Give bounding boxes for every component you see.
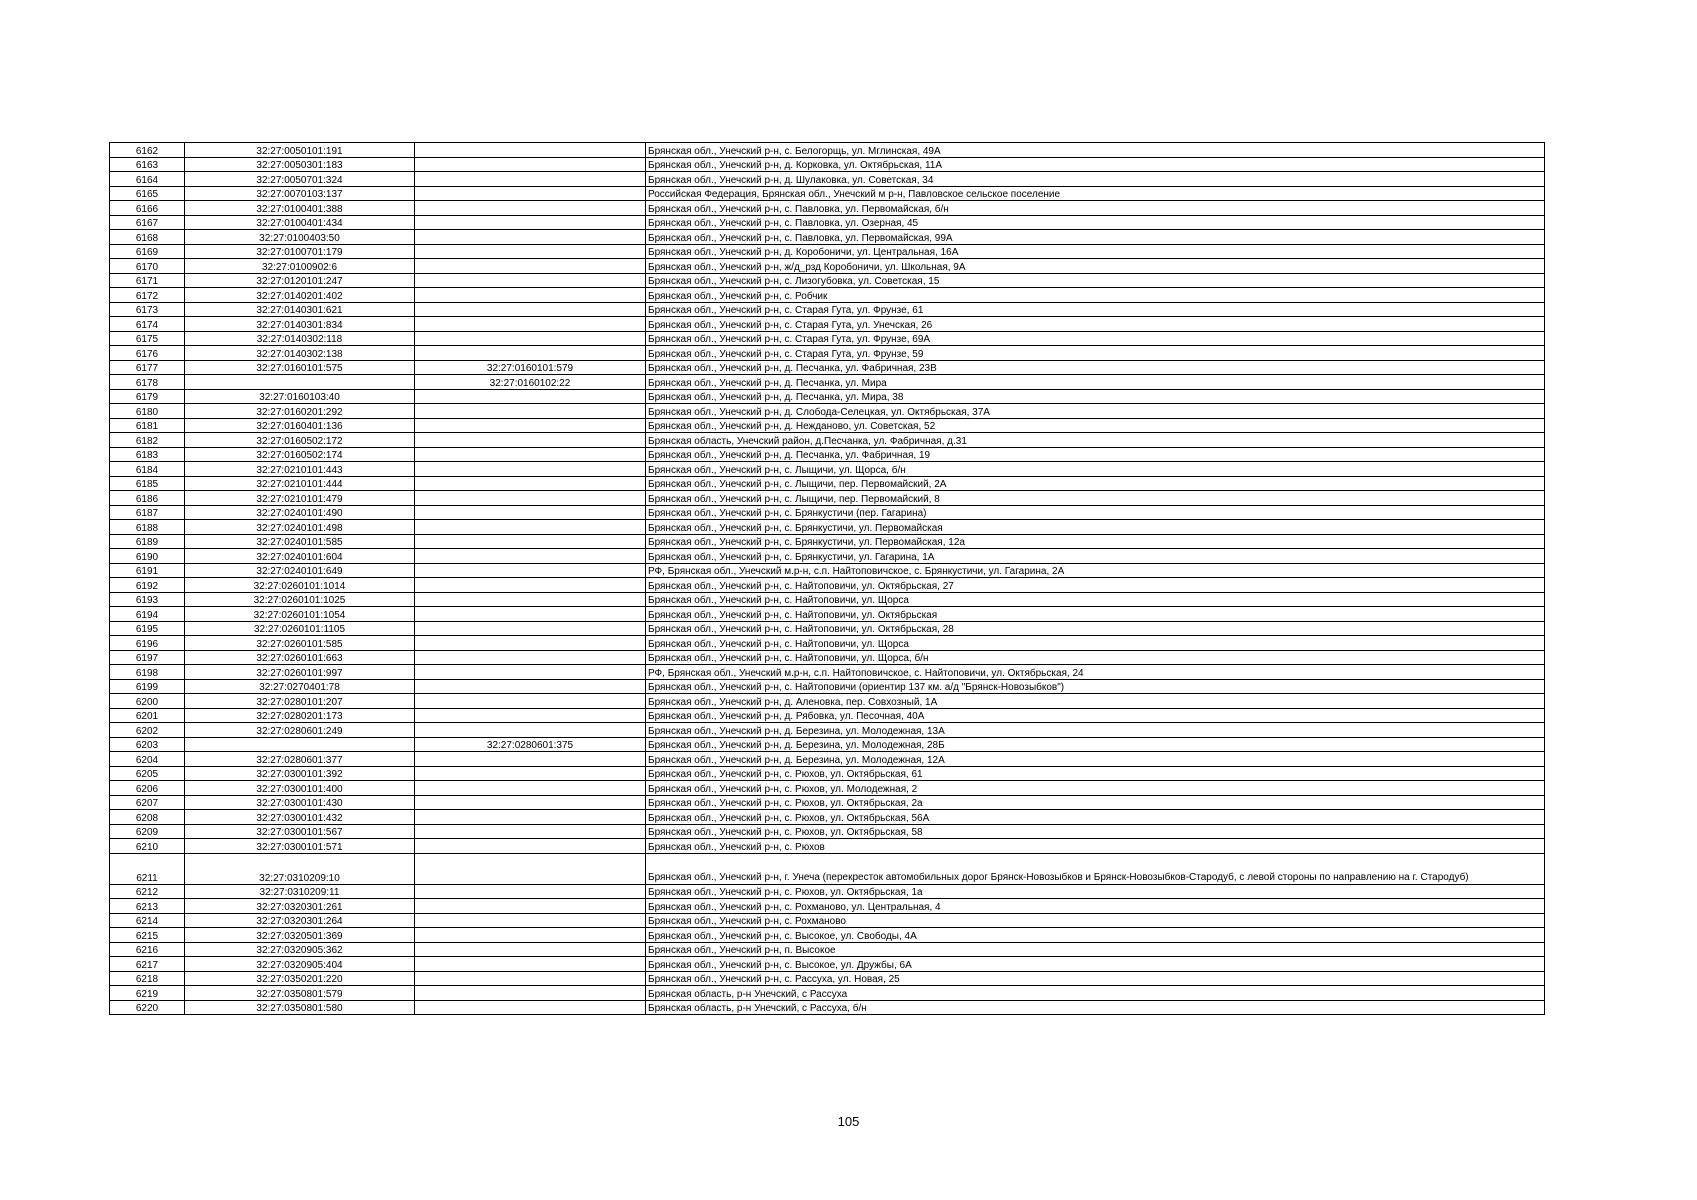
address-cell: Брянская область, р-н Унечский, с Рассуха bbox=[646, 986, 1545, 1001]
table-row bbox=[110, 143, 1545, 158]
cadastral-number-cell: 32:27:0260101:1054 bbox=[185, 607, 415, 622]
row-number-cell: 6173 bbox=[110, 302, 185, 317]
cadastral-number-2-cell bbox=[415, 302, 646, 317]
cadastral-number-2-cell bbox=[415, 186, 646, 201]
table-row bbox=[110, 476, 1545, 491]
cadastral-number-2-cell bbox=[415, 884, 646, 899]
cadastral-number-2-cell bbox=[415, 520, 646, 535]
row-number-cell: 6179 bbox=[110, 389, 185, 404]
table-row bbox=[110, 563, 1545, 578]
address-cell: Брянская обл., Унечский р-н, с. Найтоповичи (ориентир 137 км. а/д "Брянск-Новозыбков") bbox=[646, 679, 1545, 694]
address-cell: Брянская обл., Унечский р-н, д. Нежданово, ул. Советская, 52 bbox=[646, 418, 1545, 433]
cadastral-number-cell: 32:27:0300101:567 bbox=[185, 824, 415, 839]
address-cell: Брянская обл., Унечский р-н, с. Рохманово, ул. Центральная, 4 bbox=[646, 899, 1545, 914]
row-number-cell: 6164 bbox=[110, 172, 185, 187]
row-number-cell: 6167 bbox=[110, 215, 185, 230]
table-row bbox=[110, 942, 1545, 957]
row-number-cell: 6186 bbox=[110, 491, 185, 506]
row-number-cell: 6192 bbox=[110, 578, 185, 593]
cadastral-number-2-cell bbox=[415, 781, 646, 796]
address-cell: Брянская обл., Унечский р-н, с. Рюхов, ул. Октябрьская, 61 bbox=[646, 766, 1545, 781]
address-cell: Брянская обл., Унечский р-н, с. Брянкустичи, ул. Первомайская, 12а bbox=[646, 534, 1545, 549]
cadastral-number-2-cell bbox=[415, 244, 646, 259]
address-cell: Брянская обл., Унечский р-н, с. Рюхов, ул. Октябрьская, 2а bbox=[646, 795, 1545, 810]
table-row bbox=[110, 172, 1545, 187]
page-number: 105 bbox=[837, 1114, 860, 1129]
row-number-cell: 6166 bbox=[110, 201, 185, 216]
table-row bbox=[110, 389, 1545, 404]
cadastral-number-cell: 32:27:0140302:138 bbox=[185, 346, 415, 361]
row-number-cell: 6201 bbox=[110, 708, 185, 723]
table-row bbox=[110, 810, 1545, 825]
cadastral-number-2-cell bbox=[415, 839, 646, 854]
cadastral-number-cell: 32:27:0100902:6 bbox=[185, 259, 415, 274]
cadastral-number-2-cell bbox=[415, 971, 646, 986]
address-cell: Брянская обл., Унечский р-н, г. Унеча (перекресток автомобильных дорог Брянск-Новозыбков и Брянск-Новозыбков-Стародуб, с левой стороны по направлению на г. Стародуб) bbox=[646, 853, 1545, 884]
cadastral-number-2-cell bbox=[415, 1000, 646, 1015]
row-number-cell: 6198 bbox=[110, 665, 185, 680]
cadastral-number-cell: 32:27:0240101:649 bbox=[185, 563, 415, 578]
cadastral-number-cell: 32:27:0280201:173 bbox=[185, 708, 415, 723]
cadastral-number-cell: 32:27:0320301:264 bbox=[185, 913, 415, 928]
table-row bbox=[110, 331, 1545, 346]
address-cell: Брянская обл., Унечский р-н, д. Корковка, ул. Октябрьская, 11А bbox=[646, 157, 1545, 172]
cadastral-number-2-cell bbox=[415, 665, 646, 680]
row-number-cell: 6217 bbox=[110, 957, 185, 972]
table-row bbox=[110, 636, 1545, 651]
cadastral-number-cell: 32:27:0310209:10 bbox=[185, 853, 415, 884]
address-cell: Брянская обл., Унечский р-н, с. Старая Гута, ул. Фрунзе, 69А bbox=[646, 331, 1545, 346]
row-number-cell: 6203 bbox=[110, 737, 185, 752]
row-number-cell: 6174 bbox=[110, 317, 185, 332]
table-row bbox=[110, 520, 1545, 535]
address-cell: Брянская обл., Унечский р-н, д. Слобода-Селецкая, ул. Октябрьская, 37А bbox=[646, 404, 1545, 419]
row-number-cell: 6193 bbox=[110, 592, 185, 607]
cadastral-number-2-cell bbox=[415, 563, 646, 578]
address-cell: Брянская обл., Унечский р-н, ж/д_рзд Коробоничи, ул. Школьная, 9А bbox=[646, 259, 1545, 274]
table-row bbox=[110, 433, 1545, 448]
cadastral-number-2-cell bbox=[415, 853, 646, 884]
cadastral-number-2-cell bbox=[415, 505, 646, 520]
row-number-cell: 6188 bbox=[110, 520, 185, 535]
cadastral-number-cell: 32:27:0300101:392 bbox=[185, 766, 415, 781]
address-cell: Брянская обл., Унечский р-н, с. Рюхов, ул. Октябрьская, 1а bbox=[646, 884, 1545, 899]
table-row bbox=[110, 302, 1545, 317]
cadastral-number-2-cell bbox=[415, 824, 646, 839]
row-number-cell: 6215 bbox=[110, 928, 185, 943]
table-row bbox=[110, 404, 1545, 419]
row-number-cell: 6211 bbox=[110, 853, 185, 884]
cadastral-number-2-cell bbox=[415, 389, 646, 404]
address-cell: РФ, Брянская обл., Унечский м.р-н, с.п. Найтоповичское, с. Найтоповичи, ул. Октябрьская, 24 bbox=[646, 665, 1545, 680]
table-row bbox=[110, 346, 1545, 361]
cadastral-number-2-cell bbox=[415, 157, 646, 172]
row-number-cell: 6169 bbox=[110, 244, 185, 259]
row-number-cell: 6210 bbox=[110, 839, 185, 854]
row-number-cell: 6172 bbox=[110, 288, 185, 303]
table-row bbox=[110, 317, 1545, 332]
address-cell: Брянская обл., Унечский р-н, д. Песчанка, ул. Фабричная, 19 bbox=[646, 447, 1545, 462]
cadastral-number-cell: 32:27:0320905:404 bbox=[185, 957, 415, 972]
cadastral-number-cell: 32:27:0160401:136 bbox=[185, 418, 415, 433]
cadastral-number-cell bbox=[185, 737, 415, 752]
cadastral-number-cell: 32:27:0160201:292 bbox=[185, 404, 415, 419]
cadastral-number-2-cell bbox=[415, 447, 646, 462]
row-number-cell: 6197 bbox=[110, 650, 185, 665]
table-row bbox=[110, 884, 1545, 899]
row-number-cell: 6219 bbox=[110, 986, 185, 1001]
cadastral-number-2-cell bbox=[415, 942, 646, 957]
table-row bbox=[110, 259, 1545, 274]
row-number-cell: 6216 bbox=[110, 942, 185, 957]
cadastral-number-2-cell bbox=[415, 172, 646, 187]
table-row bbox=[110, 157, 1545, 172]
cadastral-number-cell: 32:27:0350201:220 bbox=[185, 971, 415, 986]
table-row bbox=[110, 752, 1545, 767]
cadastral-number-2-cell bbox=[415, 476, 646, 491]
cadastral-number-2-cell bbox=[415, 986, 646, 1001]
table-row bbox=[110, 621, 1545, 636]
cadastral-number-cell: 32:27:0050101:191 bbox=[185, 143, 415, 158]
address-cell: Брянская обл., Унечский р-н, с. Лизогубовка, ул. Советская, 15 bbox=[646, 273, 1545, 288]
address-cell: Брянская обл., Унечский р-н, с. Рюхов, ул. Октябрьская, 58 bbox=[646, 824, 1545, 839]
table-row bbox=[110, 418, 1545, 433]
row-number-cell: 6180 bbox=[110, 404, 185, 419]
cadastral-number-2-cell bbox=[415, 331, 646, 346]
registry-table bbox=[109, 142, 1545, 1015]
table-row bbox=[110, 360, 1545, 375]
address-cell: Брянская обл., Унечский р-н, с. Высокое, ул. Дружбы, 6А bbox=[646, 957, 1545, 972]
address-cell: Брянская обл., Унечский р-н, с. Лыщичи, пер. Первомайский, 8 bbox=[646, 491, 1545, 506]
row-number-cell: 6178 bbox=[110, 375, 185, 390]
cadastral-number-cell: 32:27:0240101:498 bbox=[185, 520, 415, 535]
cadastral-number-cell: 32:27:0100403:50 bbox=[185, 230, 415, 245]
cadastral-number-cell: 32:27:0210101:444 bbox=[185, 476, 415, 491]
row-number-cell: 6177 bbox=[110, 360, 185, 375]
table-row bbox=[110, 534, 1545, 549]
row-number-cell: 6214 bbox=[110, 913, 185, 928]
address-cell: Брянская обл., Унечский р-н, с. Найтоповичи, ул. Октябрьская bbox=[646, 607, 1545, 622]
address-cell: Брянская обл., Унечский р-н, с. Найтоповичи, ул. Октябрьская, 27 bbox=[646, 578, 1545, 593]
cadastral-number-cell: 32:27:0310209:11 bbox=[185, 884, 415, 899]
table-row bbox=[110, 288, 1545, 303]
address-cell: Брянская область, р-н Унечский, с Рассуха, б/н bbox=[646, 1000, 1545, 1015]
registry-table-body bbox=[110, 143, 1545, 1015]
row-number-cell: 6196 bbox=[110, 636, 185, 651]
row-number-cell: 6182 bbox=[110, 433, 185, 448]
row-number-cell: 6183 bbox=[110, 447, 185, 462]
cadastral-number-2-cell bbox=[415, 621, 646, 636]
address-cell: Брянская область, Унечский район, д.Песчанка, ул. Фабричная, д.31 bbox=[646, 433, 1545, 448]
address-cell: Брянская обл., Унечский р-н, с. Старая Гута, ул. Фрунзе, 61 bbox=[646, 302, 1545, 317]
table-row bbox=[110, 853, 1545, 884]
table-row bbox=[110, 679, 1545, 694]
address-cell: Брянская обл., Унечский р-н, с. Павловка, ул. Озерная, 45 bbox=[646, 215, 1545, 230]
address-cell: Брянская обл., Унечский р-н, с. Рюхов, ул. Молодежная, 2 bbox=[646, 781, 1545, 796]
cadastral-number-2-cell bbox=[415, 491, 646, 506]
address-cell: Брянская обл., Унечский р-н, д. Песчанка, ул. Мира bbox=[646, 375, 1545, 390]
cadastral-number-cell: 32:27:0050701:324 bbox=[185, 172, 415, 187]
table-row bbox=[110, 491, 1545, 506]
cadastral-number-2-cell bbox=[415, 259, 646, 274]
row-number-cell: 6185 bbox=[110, 476, 185, 491]
table-row bbox=[110, 201, 1545, 216]
cadastral-number-cell: 32:27:0300101:571 bbox=[185, 839, 415, 854]
address-cell: Брянская обл., Унечский р-н, с. Робчик bbox=[646, 288, 1545, 303]
row-number-cell: 6189 bbox=[110, 534, 185, 549]
row-number-cell: 6163 bbox=[110, 157, 185, 172]
cadastral-number-2-cell bbox=[415, 592, 646, 607]
address-cell: Брянская обл., Унечский р-н, с. Брянкустичи, ул. Первомайская bbox=[646, 520, 1545, 535]
cadastral-number-2-cell bbox=[415, 928, 646, 943]
cadastral-number-cell: 32:27:0100401:434 bbox=[185, 215, 415, 230]
cadastral-number-cell: 32:27:0240101:490 bbox=[185, 505, 415, 520]
address-cell: Брянская обл., Унечский р-н, с. Найтоповичи, ул. Щорса bbox=[646, 636, 1545, 651]
cadastral-number-cell: 32:27:0320501:369 bbox=[185, 928, 415, 943]
address-cell: Брянская обл., Унечский р-н, д. Песчанка, ул. Фабричная, 23В bbox=[646, 360, 1545, 375]
address-cell: Брянская обл., Унечский р-н, с. Павловка, ул. Первомайская, 99А bbox=[646, 230, 1545, 245]
cadastral-number-2-cell bbox=[415, 418, 646, 433]
address-cell: Брянская обл., Унечский р-н, с. Рассуха, ул. Новая, 25 bbox=[646, 971, 1545, 986]
cadastral-number-cell: 32:27:0160103:40 bbox=[185, 389, 415, 404]
row-number-cell: 6190 bbox=[110, 549, 185, 564]
cadastral-number-2-cell bbox=[415, 404, 646, 419]
table-row bbox=[110, 957, 1545, 972]
table-row bbox=[110, 665, 1545, 680]
row-number-cell: 6220 bbox=[110, 1000, 185, 1015]
cadastral-number-2-cell: 32:27:0160102:22 bbox=[415, 375, 646, 390]
row-number-cell: 6176 bbox=[110, 346, 185, 361]
row-number-cell: 6184 bbox=[110, 462, 185, 477]
cadastral-number-cell: 32:27:0160502:172 bbox=[185, 433, 415, 448]
table-row bbox=[110, 795, 1545, 810]
table-row bbox=[110, 899, 1545, 914]
cadastral-number-cell bbox=[185, 375, 415, 390]
cadastral-number-2-cell bbox=[415, 273, 646, 288]
cadastral-number-cell: 32:27:0280601:377 bbox=[185, 752, 415, 767]
address-cell: Брянская обл., Унечский р-н, д. Березина, ул. Молодежная, 12А bbox=[646, 752, 1545, 767]
cadastral-number-cell: 32:27:0160101:575 bbox=[185, 360, 415, 375]
cadastral-number-cell: 32:27:0210101:443 bbox=[185, 462, 415, 477]
table-row bbox=[110, 607, 1545, 622]
cadastral-number-2-cell bbox=[415, 957, 646, 972]
row-number-cell: 6162 bbox=[110, 143, 185, 158]
address-cell: Брянская обл., Унечский р-н, с. Рохманово bbox=[646, 913, 1545, 928]
table-row bbox=[110, 462, 1545, 477]
cadastral-number-cell: 32:27:0350801:580 bbox=[185, 1000, 415, 1015]
row-number-cell: 6218 bbox=[110, 971, 185, 986]
cadastral-number-cell: 32:27:0120101:247 bbox=[185, 273, 415, 288]
address-cell: Брянская обл., Унечский р-н, с. Лыщичи, пер. Первомайский, 2А bbox=[646, 476, 1545, 491]
address-cell: Брянская обл., Унечский р-н, с. Рюхов bbox=[646, 839, 1545, 854]
cadastral-number-cell: 32:27:0320301:261 bbox=[185, 899, 415, 914]
table-row bbox=[110, 824, 1545, 839]
address-cell: Брянская обл., Унечский р-н, с. Павловка, ул. Первомайская, б/н bbox=[646, 201, 1545, 216]
cadastral-number-2-cell bbox=[415, 462, 646, 477]
cadastral-number-2-cell bbox=[415, 708, 646, 723]
row-number-cell: 6165 bbox=[110, 186, 185, 201]
table-row bbox=[110, 766, 1545, 781]
address-cell: Брянская обл., Унечский р-н, с. Старая Гута, ул. Унечская, 26 bbox=[646, 317, 1545, 332]
address-cell: Брянская обл., Унечский р-н, д. Аленовка, пер. Совхозный, 1А bbox=[646, 694, 1545, 709]
address-cell: Брянская обл., Унечский р-н, с. Найтоповичи, ул. Щорса, б/н bbox=[646, 650, 1545, 665]
table-row bbox=[110, 694, 1545, 709]
table-row bbox=[110, 447, 1545, 462]
address-cell: Брянская обл., Унечский р-н, д. Песчанка, ул. Мира, 38 bbox=[646, 389, 1545, 404]
address-cell: Брянская обл., Унечский р-н, с. Брянкустичи (пер. Гагарина) bbox=[646, 505, 1545, 520]
address-cell: Брянская обл., Унечский р-н, п. Высокое bbox=[646, 942, 1545, 957]
cadastral-number-2-cell bbox=[415, 899, 646, 914]
cadastral-number-cell: 32:27:0300101:400 bbox=[185, 781, 415, 796]
cadastral-number-cell: 32:27:0260101:1025 bbox=[185, 592, 415, 607]
address-cell: Брянская обл., Унечский р-н, с. Лыщичи, ул. Щорса, б/н bbox=[646, 462, 1545, 477]
address-cell: Брянская обл., Унечский р-н, д. Шулаковка, ул. Советская, 34 bbox=[646, 172, 1545, 187]
table-row bbox=[110, 1000, 1545, 1015]
cadastral-number-cell: 32:27:0280101:207 bbox=[185, 694, 415, 709]
table-row bbox=[110, 781, 1545, 796]
address-cell: Брянская обл., Унечский р-н, с. Белогорщь, ул. Мглинская, 49А bbox=[646, 143, 1545, 158]
cadastral-number-2-cell bbox=[415, 201, 646, 216]
cadastral-number-cell: 32:27:0260101:663 bbox=[185, 650, 415, 665]
row-number-cell: 6191 bbox=[110, 563, 185, 578]
row-number-cell: 6187 bbox=[110, 505, 185, 520]
row-number-cell: 6213 bbox=[110, 899, 185, 914]
cadastral-number-cell: 32:27:0270401:78 bbox=[185, 679, 415, 694]
address-cell: Брянская обл., Унечский р-н, д. Березина, ул. Молодежная, 13А bbox=[646, 723, 1545, 738]
table-row bbox=[110, 505, 1545, 520]
row-number-cell: 6207 bbox=[110, 795, 185, 810]
address-cell: Брянская обл., Унечский р-н, с. Найтоповичи, ул. Октябрьская, 28 bbox=[646, 621, 1545, 636]
row-number-cell: 6195 bbox=[110, 621, 185, 636]
address-cell: Брянская обл., Унечский р-н, с. Рюхов, ул. Октябрьская, 56А bbox=[646, 810, 1545, 825]
cadastral-number-2-cell: 32:27:0160101:579 bbox=[415, 360, 646, 375]
table-row bbox=[110, 737, 1545, 752]
row-number-cell: 6171 bbox=[110, 273, 185, 288]
address-cell: Брянская обл., Унечский р-н, с. Брянкустичи, ул. Гагарина, 1А bbox=[646, 549, 1545, 564]
cadastral-number-cell: 32:27:0050301:183 bbox=[185, 157, 415, 172]
cadastral-number-cell: 32:27:0260101:1105 bbox=[185, 621, 415, 636]
address-cell: Брянская обл., Унечский р-н, с. Высокое, ул. Свободы, 4А bbox=[646, 928, 1545, 943]
row-number-cell: 6202 bbox=[110, 723, 185, 738]
cadastral-number-cell: 32:27:0350801:579 bbox=[185, 986, 415, 1001]
cadastral-number-2-cell bbox=[415, 810, 646, 825]
table-row bbox=[110, 186, 1545, 201]
table-row bbox=[110, 578, 1545, 593]
cadastral-number-2-cell bbox=[415, 650, 646, 665]
cadastral-number-cell: 32:27:0210101:479 bbox=[185, 491, 415, 506]
row-number-cell: 6170 bbox=[110, 259, 185, 274]
address-cell: Брянская обл., Унечский р-н, с. Найтоповичи, ул. Щорса bbox=[646, 592, 1545, 607]
cadastral-number-2-cell bbox=[415, 636, 646, 651]
cadastral-number-2-cell bbox=[415, 143, 646, 158]
table-row bbox=[110, 839, 1545, 854]
cadastral-number-cell: 32:27:0140201:402 bbox=[185, 288, 415, 303]
cadastral-number-2-cell bbox=[415, 607, 646, 622]
row-number-cell: 6181 bbox=[110, 418, 185, 433]
table-row bbox=[110, 273, 1545, 288]
cadastral-number-cell: 32:27:0260101:585 bbox=[185, 636, 415, 651]
cadastral-number-2-cell bbox=[415, 752, 646, 767]
cadastral-number-2-cell bbox=[415, 578, 646, 593]
cadastral-number-cell: 32:27:0070103:137 bbox=[185, 186, 415, 201]
cadastral-number-cell: 32:27:0320905:362 bbox=[185, 942, 415, 957]
table-row bbox=[110, 928, 1545, 943]
cadastral-number-2-cell: 32:27:0280601:375 bbox=[415, 737, 646, 752]
row-number-cell: 6212 bbox=[110, 884, 185, 899]
cadastral-number-cell: 32:27:0240101:585 bbox=[185, 534, 415, 549]
cadastral-number-2-cell bbox=[415, 549, 646, 564]
table-row bbox=[110, 215, 1545, 230]
cadastral-number-cell: 32:27:0140301:834 bbox=[185, 317, 415, 332]
table-row bbox=[110, 913, 1545, 928]
cadastral-number-cell: 32:27:0140301:621 bbox=[185, 302, 415, 317]
cadastral-number-2-cell bbox=[415, 346, 646, 361]
cadastral-number-2-cell bbox=[415, 288, 646, 303]
cadastral-number-cell: 32:27:0260101:997 bbox=[185, 665, 415, 680]
cadastral-number-2-cell bbox=[415, 795, 646, 810]
cadastral-number-2-cell bbox=[415, 230, 646, 245]
row-number-cell: 6206 bbox=[110, 781, 185, 796]
cadastral-number-cell: 32:27:0280601:249 bbox=[185, 723, 415, 738]
cadastral-number-cell: 32:27:0100701:179 bbox=[185, 244, 415, 259]
table-row bbox=[110, 971, 1545, 986]
cadastral-number-2-cell bbox=[415, 433, 646, 448]
row-number-cell: 6168 bbox=[110, 230, 185, 245]
cadastral-number-cell: 32:27:0300101:432 bbox=[185, 810, 415, 825]
cadastral-number-2-cell bbox=[415, 534, 646, 549]
table-row bbox=[110, 375, 1545, 390]
cadastral-number-cell: 32:27:0160502:174 bbox=[185, 447, 415, 462]
table-row bbox=[110, 708, 1545, 723]
cadastral-number-cell: 32:27:0240101:604 bbox=[185, 549, 415, 564]
cadastral-number-cell: 32:27:0100401:388 bbox=[185, 201, 415, 216]
table-row bbox=[110, 230, 1545, 245]
row-number-cell: 6209 bbox=[110, 824, 185, 839]
cadastral-number-2-cell bbox=[415, 913, 646, 928]
row-number-cell: 6208 bbox=[110, 810, 185, 825]
address-cell: Российская Федерация, Брянская обл., Унечский м р-н, Павловское сельское поселение bbox=[646, 186, 1545, 201]
cadastral-number-cell: 32:27:0260101:1014 bbox=[185, 578, 415, 593]
row-number-cell: 6199 bbox=[110, 679, 185, 694]
cadastral-number-2-cell bbox=[415, 679, 646, 694]
table-row bbox=[110, 592, 1545, 607]
cadastral-number-cell: 32:27:0300101:430 bbox=[185, 795, 415, 810]
cadastral-number-2-cell bbox=[415, 766, 646, 781]
row-number-cell: 6175 bbox=[110, 331, 185, 346]
address-cell: Брянская обл., Унечский р-н, д. Коробоничи, ул. Центральная, 16А bbox=[646, 244, 1545, 259]
cadastral-number-2-cell bbox=[415, 694, 646, 709]
table-row bbox=[110, 549, 1545, 564]
cadastral-number-2-cell bbox=[415, 317, 646, 332]
table-row bbox=[110, 723, 1545, 738]
address-cell: РФ, Брянская обл., Унечский м.р-н, с.п. Найтоповичское, с. Брянкустичи, ул. Гагарина, 2А bbox=[646, 563, 1545, 578]
table-row bbox=[110, 244, 1545, 259]
row-number-cell: 6200 bbox=[110, 694, 185, 709]
cadastral-number-cell: 32:27:0140302:118 bbox=[185, 331, 415, 346]
row-number-cell: 6204 bbox=[110, 752, 185, 767]
row-number-cell: 6205 bbox=[110, 766, 185, 781]
cadastral-number-2-cell bbox=[415, 723, 646, 738]
cadastral-number-2-cell bbox=[415, 215, 646, 230]
address-cell: Брянская обл., Унечский р-н, с. Старая Гута, ул. Фрунзе, 59 bbox=[646, 346, 1545, 361]
address-cell: Брянская обл., Унечский р-н, д. Березина, ул. Молодежная, 28Б bbox=[646, 737, 1545, 752]
table-row bbox=[110, 650, 1545, 665]
address-cell: Брянская обл., Унечский р-н, д. Рябовка, ул. Песочная, 40А bbox=[646, 708, 1545, 723]
table-row bbox=[110, 986, 1545, 1001]
row-number-cell: 6194 bbox=[110, 607, 185, 622]
